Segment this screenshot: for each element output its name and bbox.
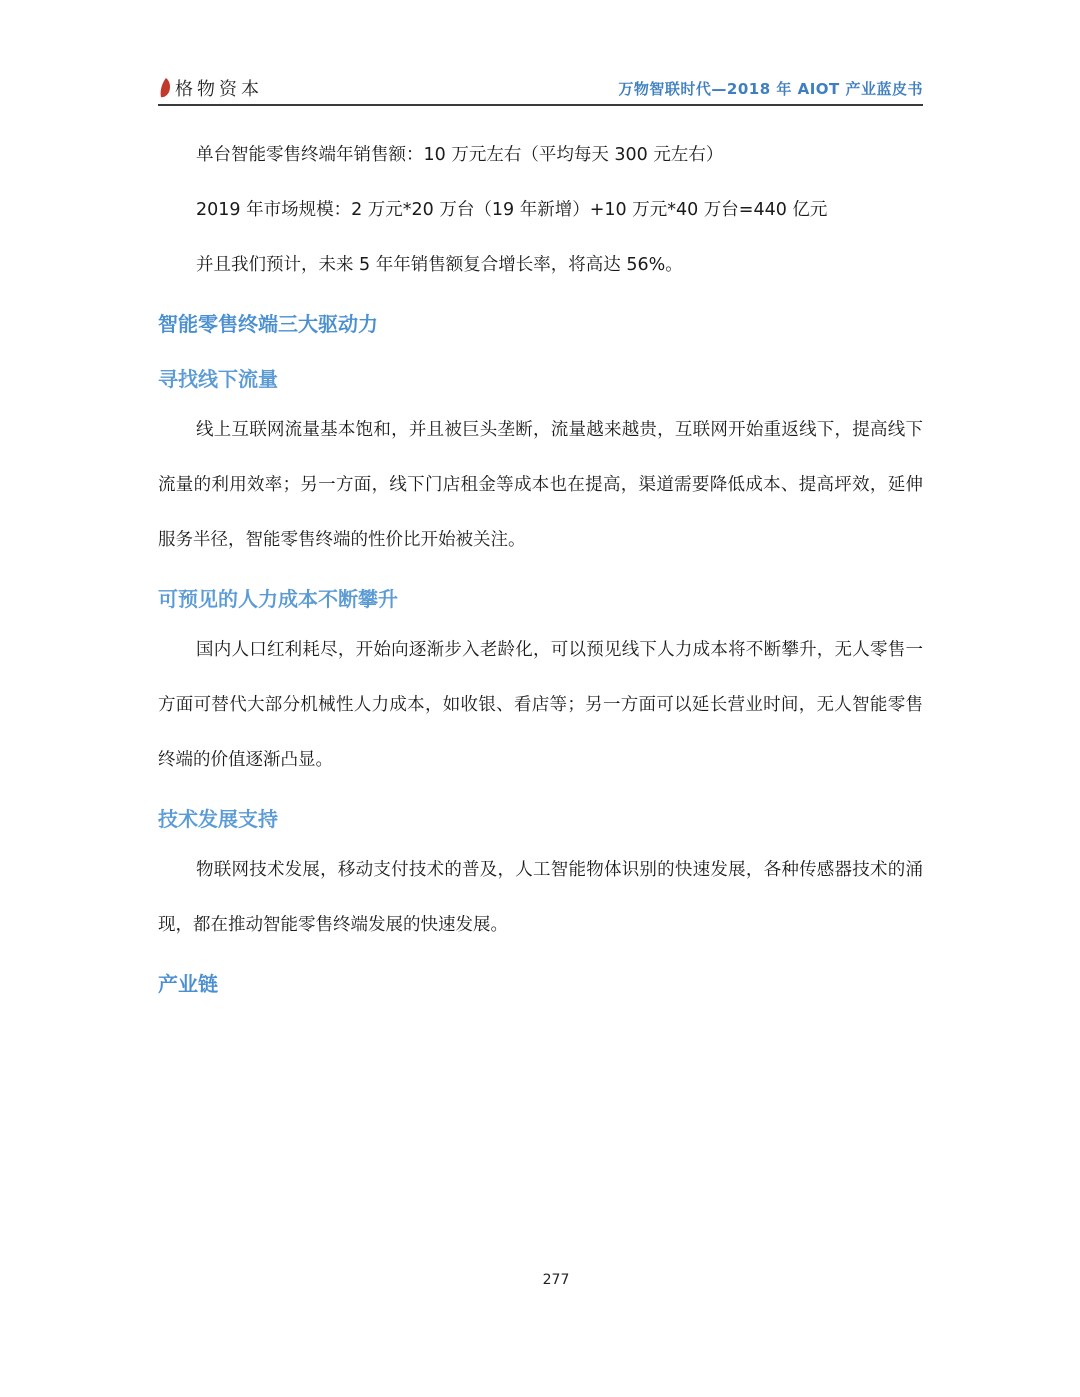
market-size-line: 2019 年市场规模：2 万元*20 万台（19 年新增）+10 万元*40 万台=440 亿元 bbox=[196, 200, 828, 220]
paragraph-labor: 国内人口红利耗尽，开始向逐渐步入老龄化，可以预见线下人力成本将不断攀升，无人零售一方面可替代大部分机械性人力成本，如收银、看店等；另一方面可以延长营业时间，无人智能零售终端的价值逐渐凸显。 bbox=[158, 640, 923, 770]
page-header bbox=[158, 74, 923, 106]
sales-line: 单台智能零售终端年销售额：10 万元左右（平均每天 300 元左右） bbox=[196, 145, 724, 165]
logo-text: 格物资本 bbox=[175, 79, 263, 100]
logo-mark-icon bbox=[160, 78, 171, 98]
paragraph-traffic: 线上互联网流量基本饱和，并且被巨头垄断，流量越来越贵，互联网开始重返线下，提高线下流量的利用效率；另一方面，线下门店租金等成本也在提高，渠道需要降低成本、提高坪效，延伸服务半径，智能零售终端的性价比开始被关注。 bbox=[158, 420, 923, 550]
subheading-labor: 可预见的人力成本不断攀升 bbox=[158, 587, 398, 611]
heading-industry-chain: 产业链 bbox=[158, 972, 218, 996]
paragraph-tech: 物联网技术发展，移动支付技术的普及，人工智能物体识别的快速发展，各种传感器技术的涌现，都在推动智能零售终端发展的快速发展。 bbox=[158, 860, 923, 935]
subheading-tech: 技术发展支持 bbox=[158, 807, 278, 831]
page-number: 277 bbox=[542, 1272, 570, 1288]
header-title: 万物智联时代—2018 年 AIOT 产业蓝皮书 bbox=[618, 80, 923, 98]
growth-line: 并且我们预计，未来 5 年年销售额复合增长率，将高达 56%。 bbox=[196, 255, 683, 275]
logo bbox=[160, 76, 263, 100]
heading-drivers: 智能零售终端三大驱动力 bbox=[158, 312, 378, 336]
subheading-traffic: 寻找线下流量 bbox=[158, 367, 278, 391]
